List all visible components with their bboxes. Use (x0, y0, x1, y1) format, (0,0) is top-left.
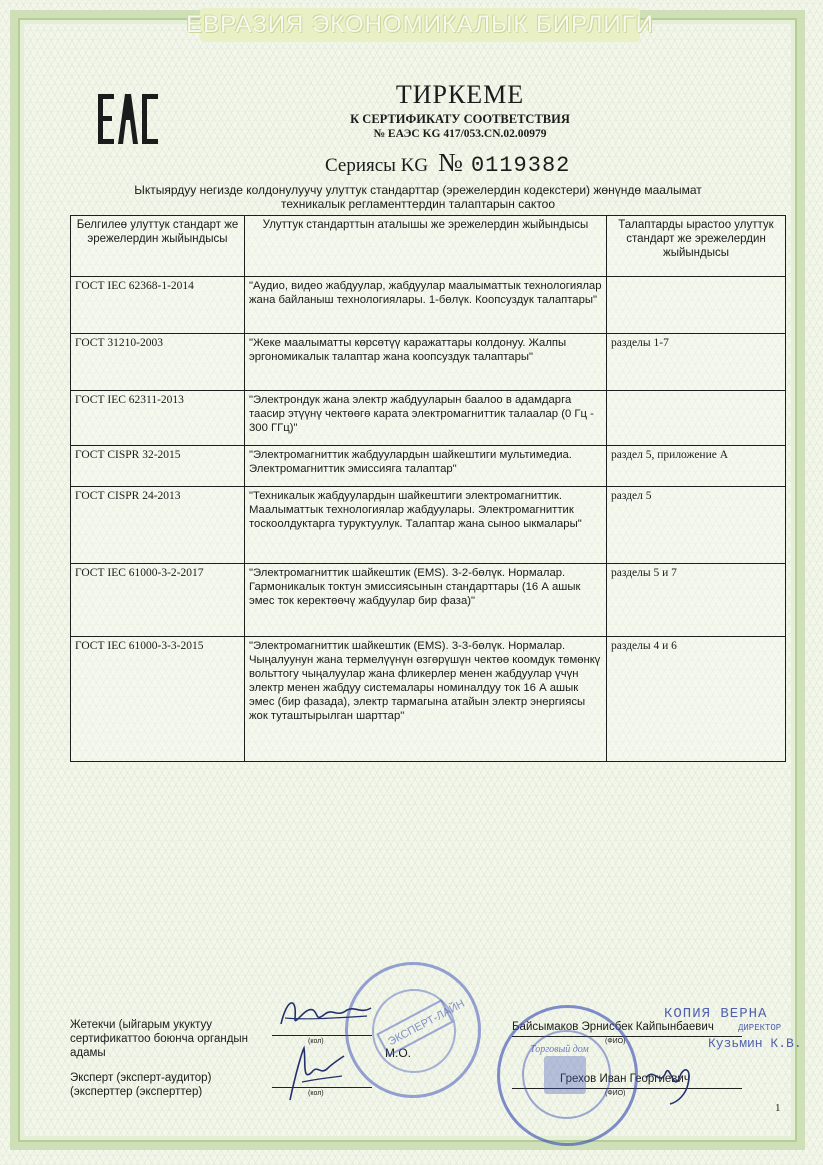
expert-name: Грехов Иван Георгиевич (560, 1073, 690, 1085)
standards-table (70, 215, 786, 762)
table-header-row (71, 216, 786, 277)
cell-name: "Жеке маалыматты көрсөтүү каражаттары колдонуу. Жалпы эргономикалык талаптар жана коопсуздук талаптары" (245, 334, 607, 391)
column-header-name: Улуттук стандарттын аталышы же эрежелердин жыйындысы (245, 216, 607, 277)
cell-code: ГОСТ 31210-2003 (71, 334, 245, 391)
seal-logo-icon (544, 1056, 586, 1094)
cell-sections: разделы 4 и 6 (607, 637, 786, 762)
table-row (71, 334, 786, 391)
seal-trade-house-text: Торговый дом (530, 1044, 589, 1055)
series-line (325, 148, 705, 178)
head-name: Байсымаков Эрнисбек Кайпынбаевич (512, 1021, 714, 1033)
copy-stamp-name: Кузьмин К.В. (708, 1036, 802, 1051)
cell-name: "Электромагниттик жабдуулардын шайкештиги мультимедиа. Электромагниттик эмиссияга талаптар" (245, 446, 607, 487)
page-number: 1 (775, 1102, 781, 1114)
cell-code: ГОСТ CISPR 24-2013 (71, 487, 245, 564)
cell-sections (607, 277, 786, 334)
table-row (71, 564, 786, 637)
certificate-number: № ЕАЭС KG 417/053.CN.02.00979 (373, 128, 547, 140)
document-subtitle: К СЕРТИФИКАТУ СООТВЕТСТВИЯ (350, 112, 570, 126)
expert-label: Эксперт (эксперт-аудитор) (эксперттер (эксперттер) (70, 1072, 212, 1098)
cell-sections (607, 391, 786, 446)
seal-box-text: ЭКСПЕРТ-ЛАЙН (386, 997, 467, 1049)
cell-sections: раздел 5 (607, 487, 786, 564)
cell-code: ГОСТ CISPR 32-2015 (71, 446, 245, 487)
cell-code: ГОСТ IEC 61000-3-3-2015 (71, 637, 245, 762)
head-signature (275, 988, 375, 1036)
table-row (71, 277, 786, 334)
copy-stamp-title: КОПИЯ ВЕРНА (664, 1006, 768, 1022)
seal-place-label: М.О. (385, 1046, 411, 1060)
cell-name: "Электрондук жана электр жабдууларын баалоо в адамдарга таасир этүүнү чектөөгө карата электромагниттик талаалар (0 Гц - 300 ГГц)" (245, 391, 607, 446)
expert-sign-caption: (кол) (308, 1090, 324, 1097)
cell-code: ГОСТ IEC 62311-2013 (71, 391, 245, 446)
cell-sections: разделы 1-7 (607, 334, 786, 391)
cell-name: "Техникалык жабдуулардын шайкештиги электромагниттик. Маалыматтык технологиялар жабдуулары. Электромагниттик тоскоолдуктарга туруктуулук. Талаптар жана сыноо ыкмалары" (245, 487, 607, 564)
trade-house-seal (497, 1005, 638, 1146)
intro-text (118, 183, 718, 211)
table-row (71, 487, 786, 564)
expert-name-caption: (ФИО) (605, 1090, 626, 1097)
cell-sections: раздел 5, приложение А (607, 446, 786, 487)
cell-sections: разделы 5 и 7 (607, 564, 786, 637)
series-label: Сериясы KG (325, 155, 429, 176)
column-header-sections: Талаптарды ырастоо улуттук стандарт же эрежелердин жыйындысы (607, 216, 786, 277)
table-row (71, 446, 786, 487)
cell-code: ГОСТ IEC 62368-1-2014 (71, 277, 245, 334)
head-label: Жетекчи (ыйгарым укуктуу сертификаттоо боюнча органдын адамы (70, 1019, 249, 1059)
table-row (71, 637, 786, 762)
intro-line-2: техникалык регламенттердин талаптарын сактоо (280, 197, 556, 211)
document-title: ТИРКЕМЕ (395, 80, 525, 109)
cell-name: "Электромагниттик шайкештик (EMS). 3-2-бөлүк. Нормалар. Гармоникалык токтун эмиссиясынын стандарттары (16 А ашык эмес ток керектөөчү жабдуулар бир фаза)" (245, 564, 607, 637)
header-band-text: ЕВРАЗИЯ ЭКОНОМИКАЛЫК БИРЛИГИ (186, 11, 654, 38)
column-header-code: Белгилеө улуттук стандарт же эрежелердин жыйындысы (71, 216, 245, 277)
copy-stamp-role: ДИРЕКТОР (738, 1023, 782, 1033)
series-number: 0119382 (470, 153, 571, 178)
cell-name: "Аудио, видео жабдуулар, жабдуулар маалыматтык технологиялар жана байланыш технологиялары. 1-бөлүк. Коопсуздук талаптары" (245, 277, 607, 334)
cell-code: ГОСТ IEC 61000-3-2-2017 (71, 564, 245, 637)
eac-logo (96, 92, 160, 146)
series-no-sign: № (438, 148, 463, 177)
head-sign-caption: (кол) (308, 1038, 324, 1045)
intro-line-1: Ыктыярдуу негизде колдонулуучу улуттук стандарттар (эрежелердин кодекстери) жөнүндө маалымат (134, 183, 702, 197)
head-name-caption: (ФИО) (605, 1038, 626, 1045)
director-signature (640, 1058, 710, 1108)
table-row (71, 391, 786, 446)
cell-name: "Электромагниттик шайкештик (EMS). 3-3-бөлүк. Нормалар. Чыңалуунун жана термелүүнүн өзгөрүшүн чектөө коомдук төмөнкү вольттогу чыңалуулар жана фликерлер менен жабдуулар үчүн электр менен жабдуу системалары номиналдуу ток 16 А ашык эмес (бир фазада), электр тармагына атайын электр энергиясы жок туташтырылган шарттар" (245, 637, 607, 762)
expert-signature (282, 1042, 352, 1104)
header-band (186, 8, 654, 42)
title-block (250, 80, 670, 140)
